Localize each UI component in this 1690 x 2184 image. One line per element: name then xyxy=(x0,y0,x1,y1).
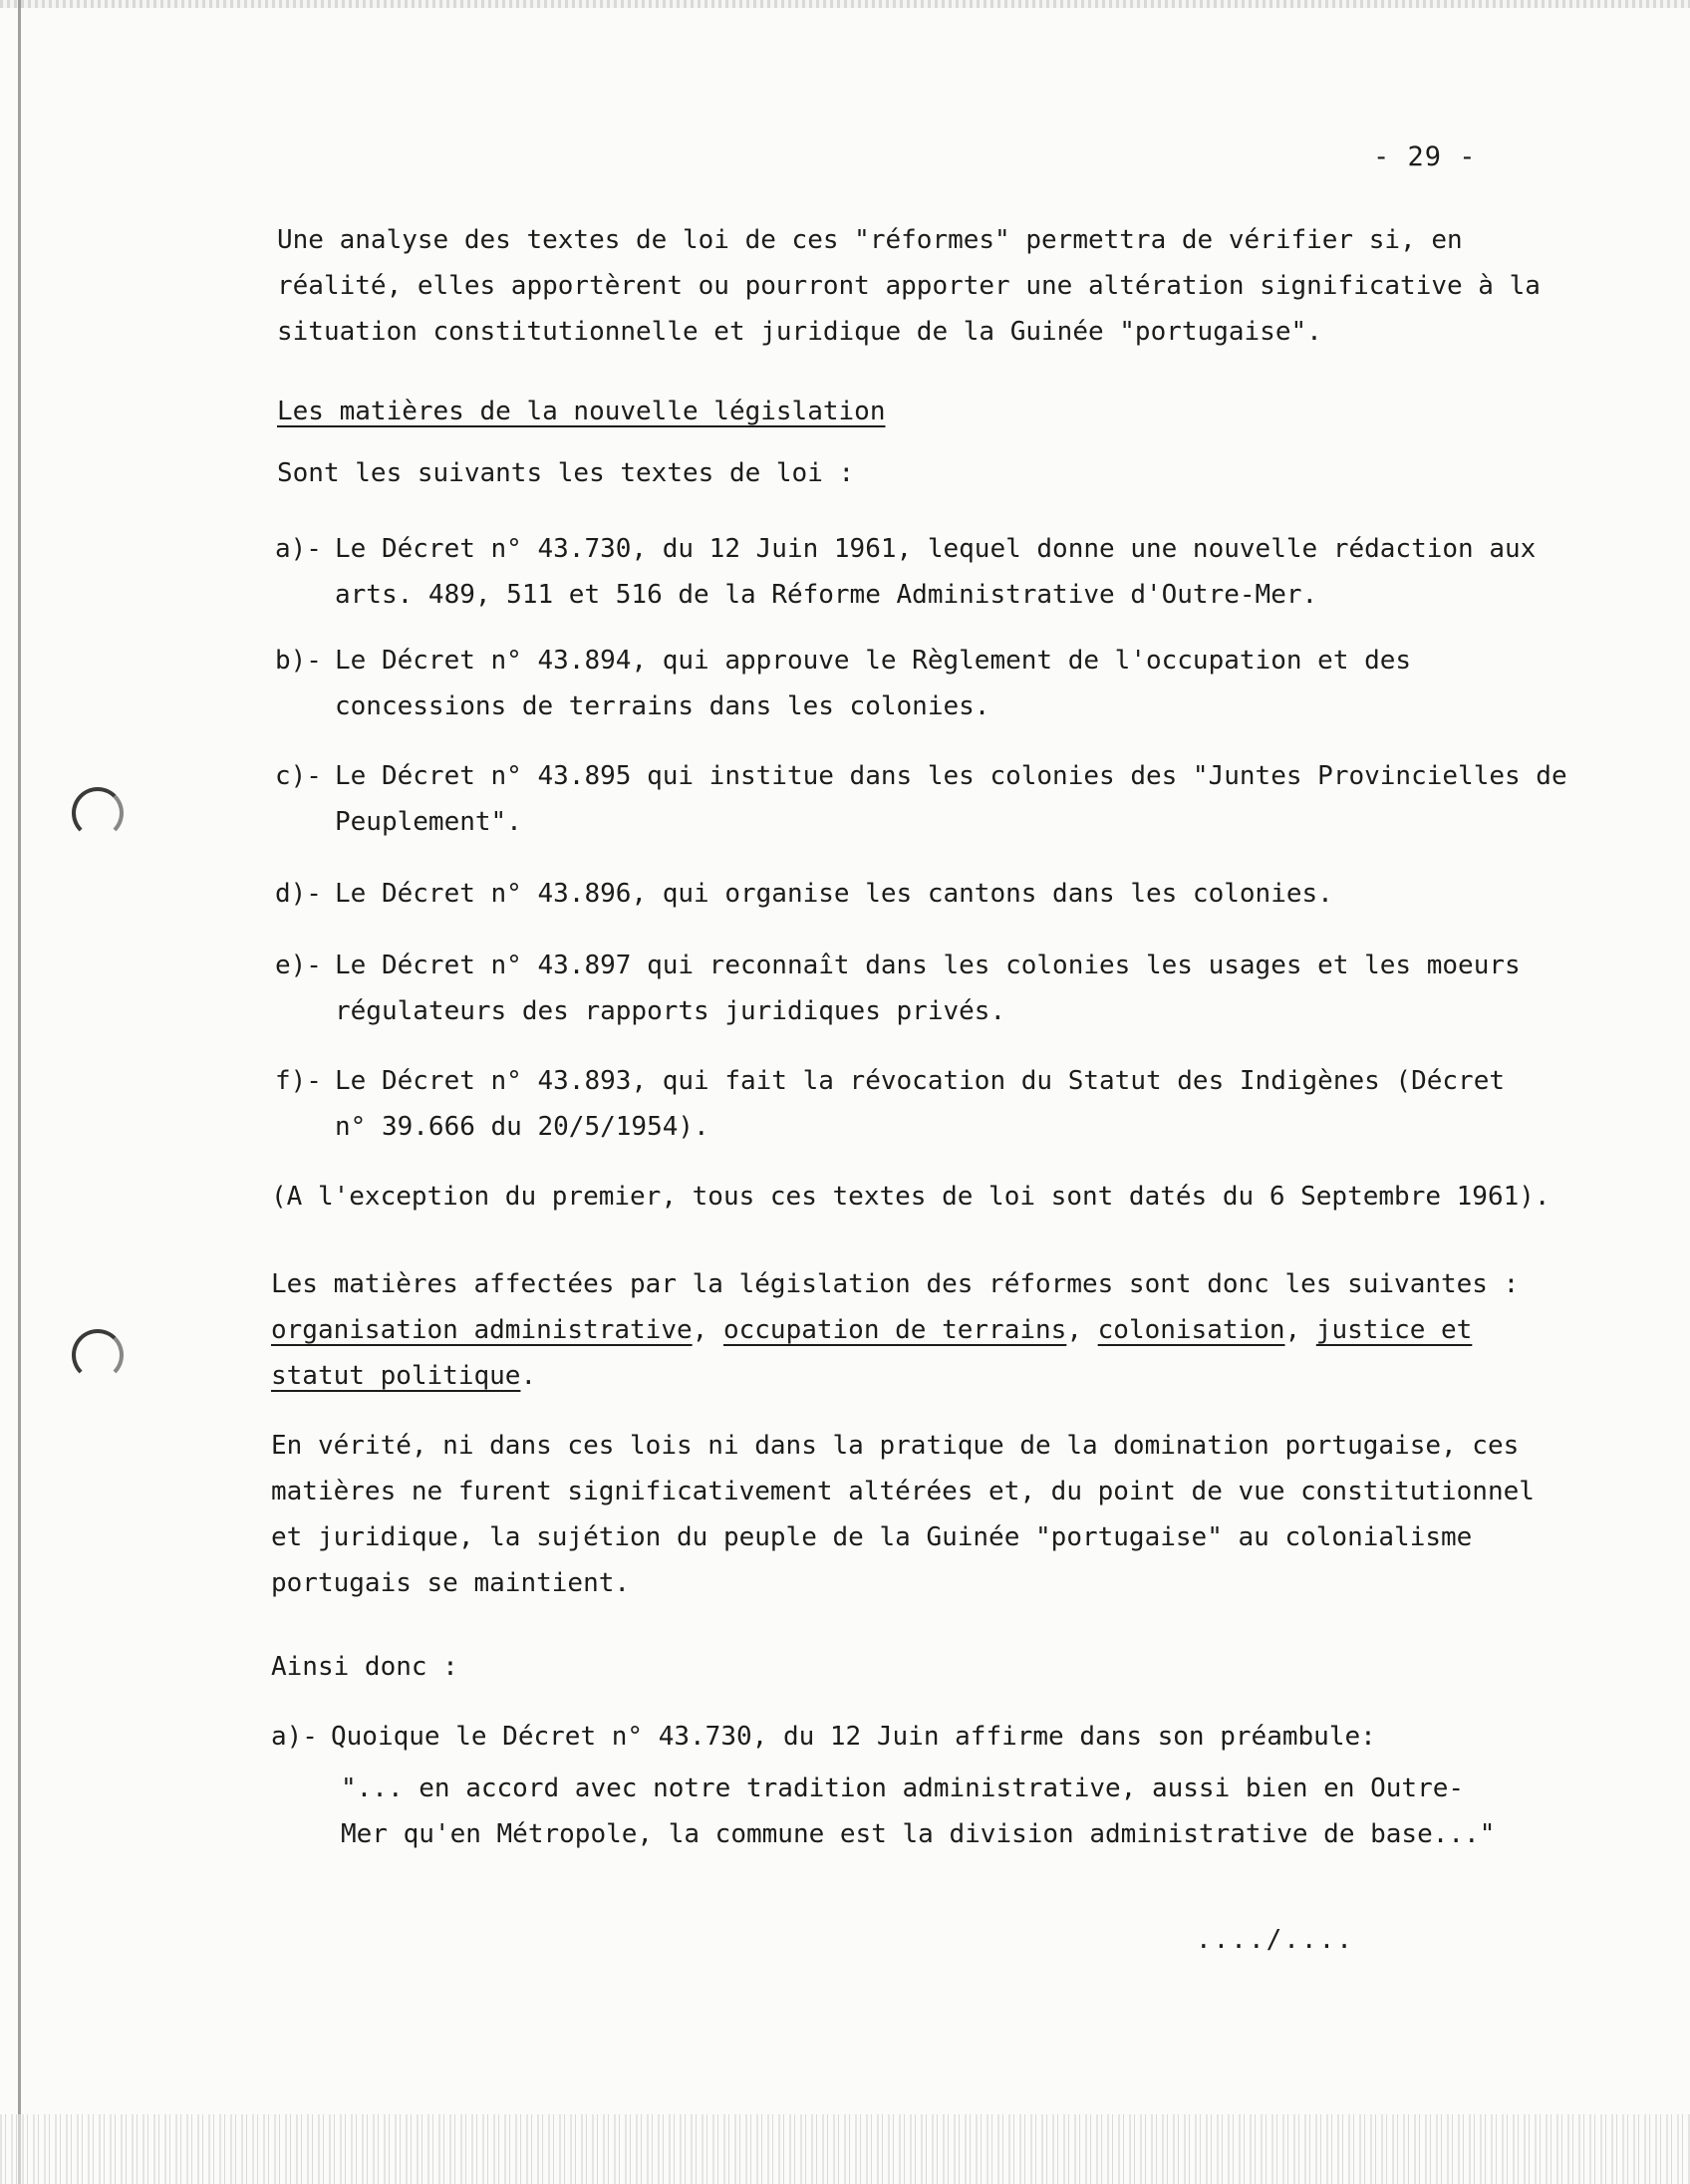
matter-justice: justice et statut politique xyxy=(271,1315,1473,1391)
decree-item-f xyxy=(275,1058,1541,1150)
matter-sep: , xyxy=(692,1315,723,1345)
section-heading: Les matières de la nouvelle législation xyxy=(277,397,886,426)
final-item-text: Quoique le Décret n° 43.730, du 12 Juin affirme dans son préambule: xyxy=(331,1722,1376,1752)
decree-label: a)- xyxy=(275,534,322,564)
decree-label: c)- xyxy=(275,761,322,791)
punch-hole-bottom xyxy=(72,1329,124,1381)
decree-label: b)- xyxy=(275,646,322,676)
final-item-label: a)- xyxy=(271,1722,318,1752)
decree-text: Le Décret n° 43.897 qui reconnaît dans les colonies les usages et les moeurs régulateurs des rapports juridiques privés. xyxy=(335,951,1521,1026)
continuation-mark: ..../.... xyxy=(1196,1925,1354,1955)
scan-top-edge xyxy=(0,0,1690,8)
decree-label: e)- xyxy=(275,951,322,980)
ainsi-donc: Ainsi donc : xyxy=(271,1652,458,1682)
decree-item-a xyxy=(275,526,1590,618)
decree-item-d xyxy=(275,871,1590,917)
punch-hole-top xyxy=(72,787,124,839)
scan-bottom-edge xyxy=(0,2114,1690,2184)
matters-intro: Les matières affectées par la législation des réformes sont donc les suivantes : xyxy=(271,1269,1520,1299)
decree-text: Le Décret n° 43.895 qui institue dans les colonies des "Juntes Provincielles de Peuplement". xyxy=(335,761,1567,837)
exception-note: (A l'exception du premier, tous ces textes de loi sont datés du 6 Septembre 1961). xyxy=(271,1182,1550,1212)
final-item-a xyxy=(271,1714,1596,1760)
decree-item-e xyxy=(275,943,1541,1034)
decree-text: Le Décret n° 43.730, du 12 Juin 1961, lequel donne une nouvelle rédaction aux arts. 489, 511 et 516 de la Réforme Administrative d'Outre-Mer. xyxy=(335,534,1537,610)
matter-sep: , xyxy=(1284,1315,1316,1345)
decree-item-c xyxy=(275,753,1600,845)
matter-admin: organisation administrative xyxy=(271,1315,693,1345)
decree-label: d)- xyxy=(275,879,322,909)
verite-paragraph: En vérité, ni dans ces lois ni dans la pratique de la domination portugaise, ces matières ne furent significativement altérées et, du point de vue constitutionnel et juridique, la sujétion du peuple de la Guinée "portugaise" au colonialisme portugais se maintient. xyxy=(271,1431,1535,1598)
final-item-quote: "... en accord avec notre tradition administrative, aussi bien en Outre-Mer qu'en Métropole, la commune est la division administrative de base..." xyxy=(341,1774,1496,1849)
matter-colonisation: colonisation xyxy=(1097,1315,1285,1345)
matters-list xyxy=(271,1307,1507,1399)
page-number: - 29 - xyxy=(1373,141,1477,172)
decree-text: Le Décret n° 43.893, qui fait la révocation du Statut des Indigènes (Décret n° 39.666 du 20/5/1954). xyxy=(335,1066,1505,1142)
decree-label: f)- xyxy=(275,1066,322,1096)
matter-terrains: occupation de terrains xyxy=(722,1315,1067,1345)
matter-end: . xyxy=(520,1361,537,1391)
decree-text: Le Décret n° 43.896, qui organise les cantons dans les colonies. xyxy=(335,879,1333,909)
matter-sep: , xyxy=(1066,1315,1098,1345)
intro-paragraph: Une analyse des textes de loi de ces "réformes" permettra de vérifier si, en réalité, elles apportèrent ou pourront apporter une altération significative à la situation constitutionnelle et juridique de la Guinée "portugaise". xyxy=(277,225,1541,347)
decree-item-b xyxy=(275,638,1590,729)
scan-left-edge xyxy=(18,0,21,2184)
decree-text: Le Décret n° 43.894, qui approuve le Règlement de l'occupation et des concessions de terrains dans les colonies. xyxy=(335,646,1412,721)
list-intro: Sont les suivants les textes de loi : xyxy=(277,458,855,488)
